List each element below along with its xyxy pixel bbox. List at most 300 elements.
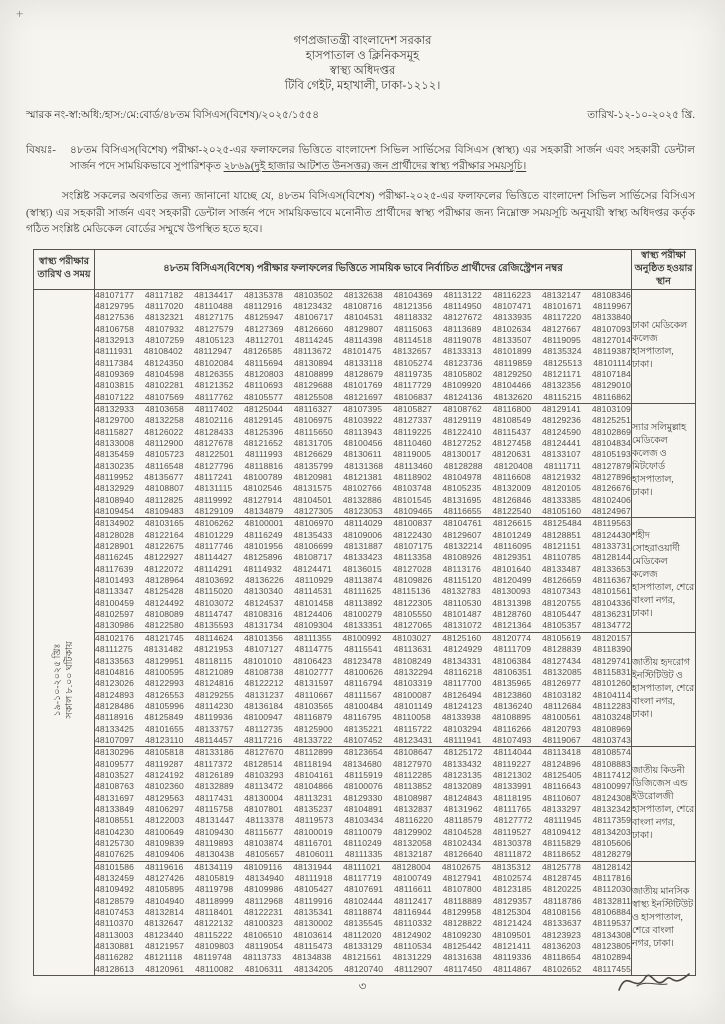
registration-number: 48110249 xyxy=(343,838,382,848)
registration-number: 48108089 xyxy=(144,609,184,620)
document-letterhead xyxy=(0,0,725,94)
registration-number: 48107625 xyxy=(95,849,135,860)
registration-number: 48115222 xyxy=(194,929,233,940)
registration-number: 48124136 xyxy=(443,391,483,402)
registration-number: 48110534 xyxy=(393,941,432,952)
registration-number-row xyxy=(95,358,631,369)
registration-number: 48109430 xyxy=(194,826,234,837)
registration-number: 48132889 xyxy=(194,781,234,792)
registration-number: 48104866 xyxy=(293,781,333,792)
registration-number: 48114747 xyxy=(194,609,233,620)
registration-number: 48107175 xyxy=(393,541,433,552)
registration-number: 48120408 xyxy=(493,460,533,471)
registration-number: 48120631 xyxy=(491,449,531,460)
registration-number: 48127772 xyxy=(493,815,533,826)
registration-number: 48101769 xyxy=(343,380,383,391)
registration-number: 48133313 xyxy=(442,346,482,357)
registration-number: 48100595 xyxy=(144,666,184,677)
registration-number: 48131638 xyxy=(442,952,482,963)
registration-number: 48120499 xyxy=(492,575,532,586)
registration-number: 48118195 xyxy=(493,792,532,803)
registration-number: 48129958 xyxy=(442,907,482,918)
government-name: গণপ্রজাতন্ত্রী বাংলাদেশ সরকার xyxy=(293,35,432,47)
registration-number-row xyxy=(95,644,631,655)
registration-number: 48129607 xyxy=(442,529,482,540)
registration-number: 48108969 xyxy=(591,723,631,734)
registration-number: 48126659 xyxy=(542,575,582,586)
registration-number: 48133425 xyxy=(95,723,135,734)
registration-number: 48116095 xyxy=(493,541,532,552)
registration-number: 48125849 xyxy=(144,712,184,723)
registration-number: 48127672 xyxy=(443,312,483,323)
registration-number: 48110460 xyxy=(393,437,432,448)
registration-numbers-cell xyxy=(95,289,632,403)
registration-number: 48102652 xyxy=(542,963,582,974)
registration-number: 48115541 xyxy=(344,644,383,655)
subject-label: বিষয়ঃ- xyxy=(26,145,56,156)
registration-number: 48134772 xyxy=(591,620,631,631)
registration-number: 48110929 xyxy=(294,575,334,586)
registration-number: 48128004 xyxy=(391,861,431,872)
registration-number: 48104978 xyxy=(442,472,482,482)
registration-number-row xyxy=(95,896,631,907)
registration-number: 48116367 xyxy=(592,575,631,586)
registration-number: 48106351 xyxy=(492,666,532,677)
registration-number-row xyxy=(95,530,631,541)
registration-number: 48133118 xyxy=(344,357,383,368)
registration-number: 48114624 xyxy=(194,632,234,643)
registration-number: 48122231 xyxy=(243,907,284,918)
registration-number: 48101586 xyxy=(95,861,135,872)
registration-number: 48133991 xyxy=(492,781,532,792)
registration-number: 48136184 xyxy=(244,700,284,711)
registration-number: 48126977 xyxy=(542,678,582,689)
registration-number: 48105827 xyxy=(392,403,433,414)
registration-number: 48124843 xyxy=(443,792,483,803)
registration-number: 48127252 xyxy=(442,437,482,448)
registration-number-row xyxy=(95,804,631,815)
registration-number: 48131072 xyxy=(442,620,482,631)
registration-number: 48119387 xyxy=(592,346,631,357)
registration-number: 48119735 xyxy=(393,368,433,379)
registration-number: 48124492 xyxy=(144,597,184,608)
registration-number-row xyxy=(95,701,631,712)
registration-number: 48105606 xyxy=(591,838,631,848)
registration-number-row xyxy=(95,884,631,895)
registration-number: 48108647 xyxy=(393,747,433,758)
registration-number: 48118916 xyxy=(95,712,134,723)
registration-number: 48123026 xyxy=(95,678,135,689)
registration-number: 48129330 xyxy=(343,792,383,803)
registration-number: 48101356 xyxy=(243,632,284,643)
registration-number: 48133432 xyxy=(442,758,482,769)
registration-number: 48104466 xyxy=(492,380,532,391)
registration-number: 48105550 xyxy=(392,609,432,620)
registration-number: 48108574 xyxy=(591,747,631,758)
registration-number-row xyxy=(95,575,631,586)
registration-number: 48107093 xyxy=(591,323,631,334)
schedule-group-row xyxy=(34,861,696,975)
registration-number: 48103293 xyxy=(244,769,284,780)
registration-number: 48107122 xyxy=(95,391,135,402)
registration-number: 48125442 xyxy=(442,941,482,952)
registration-number: 48125044 xyxy=(243,403,284,414)
registration-number: 48124350 xyxy=(144,357,184,368)
registration-number: 48102777 xyxy=(294,666,334,677)
registration-number: 48133935 xyxy=(492,312,532,323)
registration-number-row xyxy=(95,759,631,770)
registration-number: 48104161 xyxy=(294,769,334,780)
schedule-group-row xyxy=(34,518,696,632)
registration-number-row xyxy=(95,781,631,792)
registration-number: 48133186 xyxy=(194,747,234,758)
subject-block xyxy=(0,143,725,175)
registration-number: 48105577 xyxy=(243,391,284,402)
registration-number: 48132783 xyxy=(441,586,481,597)
registration-number: 48108807 xyxy=(144,483,184,494)
address-line: টিবি গেইট, মহাখালী, ঢাকা-১২১২। xyxy=(284,80,441,92)
registration-number: 48119067 xyxy=(542,734,581,745)
registration-number: 48111941 xyxy=(443,734,482,745)
registration-number-row xyxy=(95,483,631,494)
registration-number: 48113689 xyxy=(443,323,482,334)
registration-number: 48119916 xyxy=(294,895,333,906)
registration-number: 48127670 xyxy=(244,747,284,758)
registration-number: 48133008 xyxy=(95,437,135,448)
registration-number: 48108346 xyxy=(591,289,631,300)
registration-number: 48128851 xyxy=(542,529,582,540)
registration-number: 48121652 xyxy=(243,437,283,448)
memo-row xyxy=(0,108,725,125)
registration-number: 48128433 xyxy=(194,426,234,437)
registration-number: 48102894 xyxy=(591,952,631,963)
registration-number: 48125900 xyxy=(293,723,333,734)
registration-number: 48104834 xyxy=(591,437,631,448)
registration-number: 48118194 xyxy=(293,758,332,769)
registration-number: 48132356 xyxy=(542,380,582,391)
registration-number: 48111931 xyxy=(95,346,133,357)
registration-number: 48133107 xyxy=(541,449,581,460)
registration-number: 48105447 xyxy=(542,609,582,620)
registration-number: 48116220 xyxy=(394,815,433,826)
registration-number: 48126629 xyxy=(293,449,333,460)
registration-number: 48100279 xyxy=(343,609,383,620)
registration-number: 48101249 xyxy=(492,529,532,540)
registration-number: 48101956 xyxy=(243,541,284,552)
registration-number: 48127065 xyxy=(393,620,433,631)
registration-number: 48112285 xyxy=(393,769,433,780)
registration-number: 48119859 xyxy=(493,357,533,368)
registration-number: 48122410 xyxy=(442,426,482,437)
registration-number: 48112968 xyxy=(244,895,284,906)
registration-number: 48130611 xyxy=(343,449,382,460)
registration-number: 48108717 xyxy=(293,552,333,563)
registration-number: 48121953 xyxy=(194,644,234,655)
registration-number: 48134417 xyxy=(194,289,234,300)
registration-number: 48133731 xyxy=(591,541,631,552)
registration-number: 48122164 xyxy=(144,529,184,540)
registration-number: 48132620 xyxy=(493,391,533,402)
registration-number: 48108551 xyxy=(95,815,135,826)
registration-number: 48128760 xyxy=(492,609,532,620)
registration-number: 48122132 xyxy=(194,918,234,929)
registration-number: 48131695 xyxy=(442,494,482,505)
subject-text-normal: ৪৮তম বিসিএস(বিশেষ) পরীক্ষা-২০২৫-এর ফলাফলের ভিত্তিতে বাংলাদেশ সিভিল সার্ভিসের বিসিএস (স্বাস্থ্য) এর সহকারী সার্জন এবং সহকারী ডেন্টাল সার্জন পদে সাময়িকভাবে সুপারিশকৃত xyxy=(70,145,695,172)
registration-number: 48100001 xyxy=(244,518,284,529)
registration-number: 48107569 xyxy=(144,391,184,402)
registration-number: 48103815 xyxy=(95,380,135,391)
registration-number: 48110332 xyxy=(393,918,433,929)
registration-number: 48100456 xyxy=(343,437,383,448)
registration-number: 48123185 xyxy=(492,884,532,895)
registration-number: 48109304 xyxy=(293,620,333,631)
registration-number: 48124902 xyxy=(392,929,432,940)
registration-number: 48115831 xyxy=(592,666,631,677)
registration-number: 48123654 xyxy=(343,747,383,758)
registration-number: 48128028 xyxy=(95,529,135,540)
registration-number: 48125396 xyxy=(244,426,284,437)
registration-number-row xyxy=(95,690,631,701)
registration-number: 48105235 xyxy=(442,483,482,494)
registration-number: 48117372 xyxy=(194,758,233,769)
registration-number: 48124893 xyxy=(95,689,135,700)
registration-number: 48126189 xyxy=(194,769,234,780)
registration-number: 48116643 xyxy=(542,781,581,792)
registration-number: 48114775 xyxy=(294,644,333,655)
registration-number: 48124929 xyxy=(443,644,483,655)
registration-number: 48132837 xyxy=(393,803,433,814)
registration-number: 48133849 xyxy=(95,803,135,814)
registration-number: 48127028 xyxy=(392,563,432,574)
registration-number: 48102176 xyxy=(95,632,135,643)
registration-number: 48130093 xyxy=(491,586,531,597)
registration-number: 48130017 xyxy=(442,449,482,460)
registration-number: 48115919 xyxy=(344,769,383,780)
registration-number-row xyxy=(95,346,631,357)
registration-number: 48102546 xyxy=(243,483,283,494)
registration-number: 48117719 xyxy=(343,873,382,884)
registration-number: 48102675 xyxy=(441,861,481,872)
registration-number-row xyxy=(95,678,631,689)
registration-number: 48120225 xyxy=(542,884,582,895)
registration-number: 48111709 xyxy=(493,644,532,655)
registration-number: 48100837 xyxy=(393,518,433,529)
registration-number: 48105357 xyxy=(542,620,582,631)
registration-number: 48125508 xyxy=(293,391,333,402)
registration-number: 48130378 xyxy=(492,838,532,848)
registration-number: 48109803 xyxy=(194,941,234,952)
registration-number: 48118115 xyxy=(194,655,233,666)
registration-number: 48114932 xyxy=(243,563,282,574)
registration-number: 48111335 xyxy=(344,849,383,860)
registration-number: 48129010 xyxy=(591,380,631,391)
registration-number: 48100947 xyxy=(243,712,283,723)
registration-number: 48134902 xyxy=(95,518,135,529)
registration-number: 48121171 xyxy=(542,368,582,379)
registration-number: 48112900 xyxy=(144,437,184,448)
hospital-venue-cell: শহীদ সোহরাওয়ার্দী মেডিকেল কলেজ হাসপাতাল, শেরে বাংলা নগর, ঢাকা। xyxy=(632,518,696,632)
registration-number: 48111711 xyxy=(543,460,581,471)
registration-number: 48104369 xyxy=(393,289,433,300)
registration-number: 48119225 xyxy=(393,426,432,437)
registration-number: 48127175 xyxy=(194,312,234,323)
registration-number: 48116800 xyxy=(492,403,532,414)
registration-number: 48129141 xyxy=(541,403,581,414)
registration-number: 48117729 xyxy=(393,380,432,391)
registration-number: 48115215 xyxy=(543,391,582,402)
registration-number: 48104598 xyxy=(144,368,184,379)
registration-number: 48123135 xyxy=(442,769,482,780)
registration-number: 48106837 xyxy=(393,391,433,402)
column-header-registration-numbers: ৪৮তম বিসিএস(বিশেষ) পরীক্ষার ফলাফলের ভিত্তিতে সাময়িক ভাবে নির্বাচিত প্রার্থীদের রেজিস্ট্রেশন নম্বর xyxy=(95,249,632,289)
registration-number: 48104761 xyxy=(443,518,483,529)
registration-number: 48131368 xyxy=(344,460,384,471)
registration-number: 48103565 xyxy=(294,700,334,711)
registration-number: 48117700 xyxy=(443,678,482,689)
registration-number: 48101458 xyxy=(294,597,334,608)
registration-number: 48125405 xyxy=(542,769,582,780)
registration-number: 48133938 xyxy=(441,712,481,723)
registration-number: 48103319 xyxy=(393,678,433,689)
registration-number: 48129807 xyxy=(344,323,384,334)
registration-number: 48125896 xyxy=(243,552,283,563)
registration-number: 48116327 xyxy=(293,403,333,414)
registration-number: 48132811 xyxy=(592,895,631,906)
registration-number-row xyxy=(95,862,631,873)
registration-number: 48119227 xyxy=(492,758,531,769)
registration-number: 48127879 xyxy=(591,460,631,471)
registration-number: 48132933 xyxy=(95,403,135,414)
registration-number: 48129236 xyxy=(542,415,582,426)
registration-number: 48133297 xyxy=(541,803,581,814)
registration-number: 48116701 xyxy=(294,838,333,848)
registration-number: 48125778 xyxy=(541,861,581,872)
registration-number: 48124471 xyxy=(292,563,332,574)
registration-number: 48108895 xyxy=(491,712,531,723)
subject-text-underlined: ২৮৬৯(দুই হাজার আটশত উনসত্তর) জন প্রার্থীদের স্বাস্থ্য পরীক্ষার সময়সূচি। xyxy=(223,161,527,172)
registration-number: 48117182 xyxy=(144,289,184,300)
registration-number-row xyxy=(95,918,631,929)
registration-number: 48121151 xyxy=(542,541,581,552)
registration-number: 48109492 xyxy=(95,884,135,895)
registration-number: 48128288 xyxy=(443,460,483,471)
registration-number: 48110079 xyxy=(343,826,383,837)
subject-text xyxy=(70,143,695,175)
registration-number: 48125947 xyxy=(244,312,284,323)
registration-number: 48128839 xyxy=(542,644,582,655)
schedule-group-row xyxy=(34,632,696,746)
registration-number-row xyxy=(95,392,631,403)
registration-number: 48103658 xyxy=(144,403,184,414)
registration-number: 48120157 xyxy=(591,632,631,643)
schedule-group-row xyxy=(34,289,696,403)
registration-number-row xyxy=(95,815,631,826)
registration-number: 48128579 xyxy=(95,895,135,906)
registration-number: 48131575 xyxy=(292,483,333,494)
registration-number: 48136226 xyxy=(244,575,284,586)
registration-number: 48115677 xyxy=(244,826,284,837)
registration-number: 48112899 xyxy=(294,747,333,758)
registration-number: 48114029 xyxy=(344,518,383,529)
registration-number: 48119748 xyxy=(193,952,232,963)
registration-number: 48130004 xyxy=(244,792,284,803)
registration-number: 48116548 xyxy=(145,460,184,471)
memo-date: তারিখ-১২-১০-২০২৫ খ্রি. xyxy=(587,110,695,121)
registration-number: 48112283 xyxy=(592,700,631,711)
registration-number-row xyxy=(95,838,631,849)
registration-number-row xyxy=(95,461,631,472)
registration-number: 48128142 xyxy=(591,861,631,872)
registration-number: 48101640 xyxy=(491,563,531,574)
registration-number-row xyxy=(95,404,631,415)
registration-number: 48118390 xyxy=(592,644,631,655)
registration-number: 48132913 xyxy=(95,334,135,345)
registration-number: 48108249 xyxy=(392,655,432,666)
registration-number: 48124590 xyxy=(541,426,581,437)
directorate-line: স্বাস্থ্য অধিদপ্তর xyxy=(329,65,396,77)
registration-numbers-cell xyxy=(95,403,632,517)
registration-number: 48122430 xyxy=(392,529,432,540)
registration-number: 48135221 xyxy=(343,723,383,734)
registration-number: 48105802 xyxy=(443,368,483,379)
registration-number: 48124896 xyxy=(541,758,581,769)
registration-number: 48132294 xyxy=(393,666,433,677)
registration-number: 48106699 xyxy=(293,541,333,552)
registration-number: 48135237 xyxy=(293,803,333,814)
registration-number: 48105427 xyxy=(294,884,334,895)
registration-number: 48116879 xyxy=(293,712,333,723)
registration-number: 48104501 xyxy=(292,494,333,505)
registration-number: 48127458 xyxy=(492,437,532,448)
registration-number: 48107395 xyxy=(343,403,383,414)
registration-number: 48126640 xyxy=(443,849,483,860)
registration-number-row xyxy=(95,564,631,575)
registration-number: 48118902 xyxy=(393,472,432,482)
registration-number: 48105996 xyxy=(144,700,184,711)
registration-number: 48119616 xyxy=(145,861,184,872)
registration-number: 48102444 xyxy=(343,895,383,906)
registration-number: 48111567 xyxy=(344,689,382,700)
registration-number: 48135378 xyxy=(243,289,284,300)
registration-number: 48131237 xyxy=(244,689,284,700)
registration-number: 48121381 xyxy=(343,472,383,482)
registration-number: 48124430 xyxy=(591,529,631,540)
registration-number-row xyxy=(95,793,631,804)
registration-number: 48117816 xyxy=(592,873,631,884)
column-header-date-time: স্বাস্থ্য পরীক্ষার তারিখ ও সময় xyxy=(34,249,95,289)
registration-number: 48101149 xyxy=(393,700,433,711)
registration-number: 48127369 xyxy=(244,323,284,334)
registration-number: 48122212 xyxy=(244,678,284,689)
registration-number: 48108738 xyxy=(244,666,284,677)
registration-number: 48131115 xyxy=(194,483,233,494)
registration-number: 48132657 xyxy=(392,346,432,357)
registration-number: 48135593 xyxy=(194,620,234,631)
registration-number: 48126022 xyxy=(144,426,184,437)
registration-number: 48109839 xyxy=(144,838,184,848)
registration-number: 48101899 xyxy=(492,346,532,357)
registration-number: 48125304 xyxy=(492,907,532,918)
registration-number: 48122501 xyxy=(194,449,234,460)
registration-number: 48116862 xyxy=(592,391,631,402)
registration-number: 48109116 xyxy=(243,861,283,872)
registration-number-row xyxy=(95,873,631,884)
registration-number: 48113892 xyxy=(344,597,383,608)
page-number: ৩ xyxy=(358,979,367,993)
registration-number: 48130986 xyxy=(95,620,135,631)
registration-number: 48121089 xyxy=(194,666,234,677)
body-paragraph: সংশ্লিষ্ট সকলের অবগতির জন্য জানানো যাচ্ছে যে, ৪৮তম বিসিএস(বিশেষ) পরীক্ষা-২০২৫-এর ফলাফলের ভিত্তিতে বাংলাদেশ সিভিল সার্ভিসের বিসিএস (স্বাস্থ্য) এর সহকারী সার্জন এবং সহকারী ডেন্টাল সার্জন পদে সাময়িকভাবে মনোনীত প্রার্থীদের স্বাস্থ্য পরীক্ষার জন্য নিম্নোক্ত সময়সূচি অনুযায়ী স্বাস্থ্য অধিদপ্তর কর্তৃক গঠিত সংশ্লিষ্ট মেডিকেল বোর্ডের সম্মুখে উপস্থিত হতে হবে। xyxy=(26,191,695,235)
